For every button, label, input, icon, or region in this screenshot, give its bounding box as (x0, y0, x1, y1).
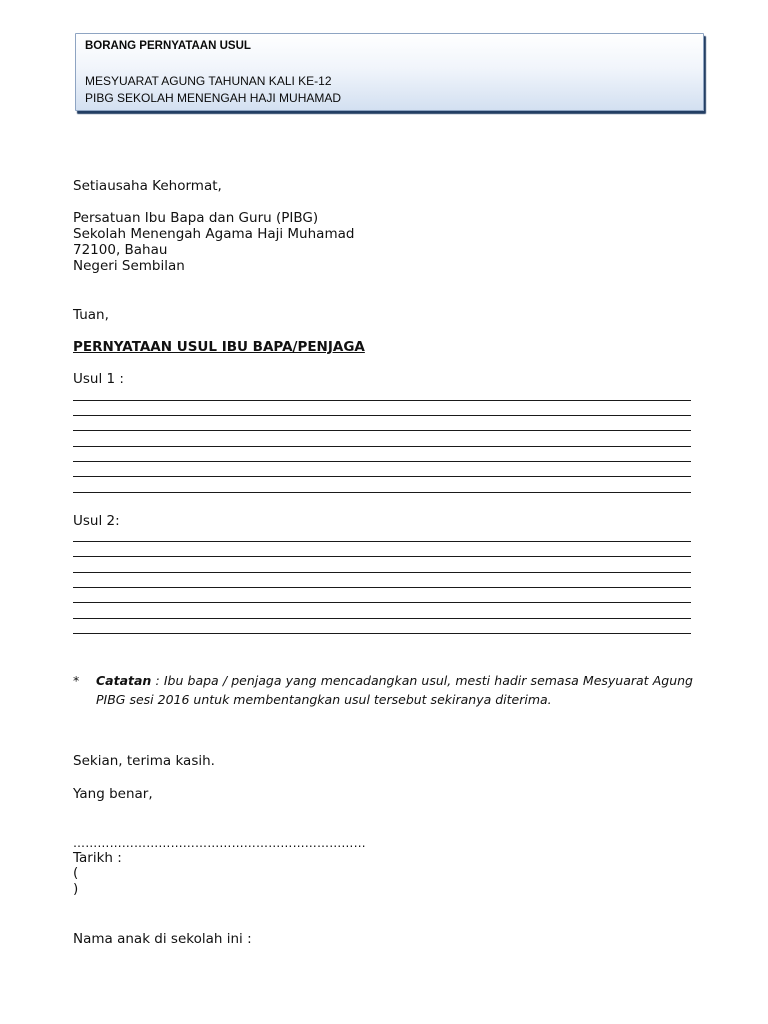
child-name-label: Nama anak di sekolah ini : (73, 931, 252, 947)
date-label: Tarikh : (73, 850, 122, 866)
section-heading: PERNYATAAN USUL IBU BAPA/PENJAGA (73, 339, 365, 355)
recipient-state: Negeri Sembilan (73, 258, 185, 274)
usul1-line (73, 492, 691, 493)
organization-title: PIBG SEKOLAH MENENGAH HAJI MUHAMAD (85, 91, 342, 105)
note-text (96, 671, 693, 709)
usul1-line (73, 400, 691, 401)
name-paren-close: ) (73, 881, 79, 897)
note-content: : Ibu bapa / penjaga yang mencadangkan usul, mesti hadir semasa Mesyuarat Agung PIBG sesi 2016 untuk membentangkan usul tersebut sekiranya diterima. (96, 673, 693, 707)
usul1-line (73, 430, 691, 431)
usul2-label: Usul 2: (73, 513, 120, 529)
recipient-school: Sekolah Menengah Agama Haji Muhamad (73, 226, 355, 242)
usul2-line (73, 618, 691, 619)
signature-line: ……………………………………………………………… (73, 836, 366, 850)
usul2-line (73, 587, 691, 588)
usul1-line (73, 476, 691, 477)
note-label: Catatan (96, 673, 152, 688)
name-paren-open: ( (73, 865, 79, 881)
usul1-line (73, 461, 691, 462)
usul2-line (73, 541, 691, 542)
closing: Sekian, terima kasih. (73, 753, 215, 769)
usul1-line (73, 415, 691, 416)
signoff: Yang benar, (73, 786, 153, 802)
form-title: BORANG PERNYATAAN USUL (85, 40, 251, 52)
asterisk-icon: * (73, 673, 80, 688)
recipient-postcode: 72100, Bahau (73, 242, 168, 258)
usul1-label: Usul 1 : (73, 371, 124, 387)
header-box (75, 33, 704, 111)
usul2-line (73, 602, 691, 603)
usul1-line (73, 446, 691, 447)
usul2-line (73, 572, 691, 573)
usul2-line (73, 556, 691, 557)
recipient-org: Persatuan Ibu Bapa dan Guru (PIBG) (73, 210, 319, 226)
greeting: Tuan, (73, 307, 109, 323)
usul2-line (73, 633, 691, 634)
meeting-title: MESYUARAT AGUNG TAHUNAN KALI KE-12 (85, 74, 332, 88)
recipient-title: Setiausaha Kehormat, (73, 178, 222, 194)
